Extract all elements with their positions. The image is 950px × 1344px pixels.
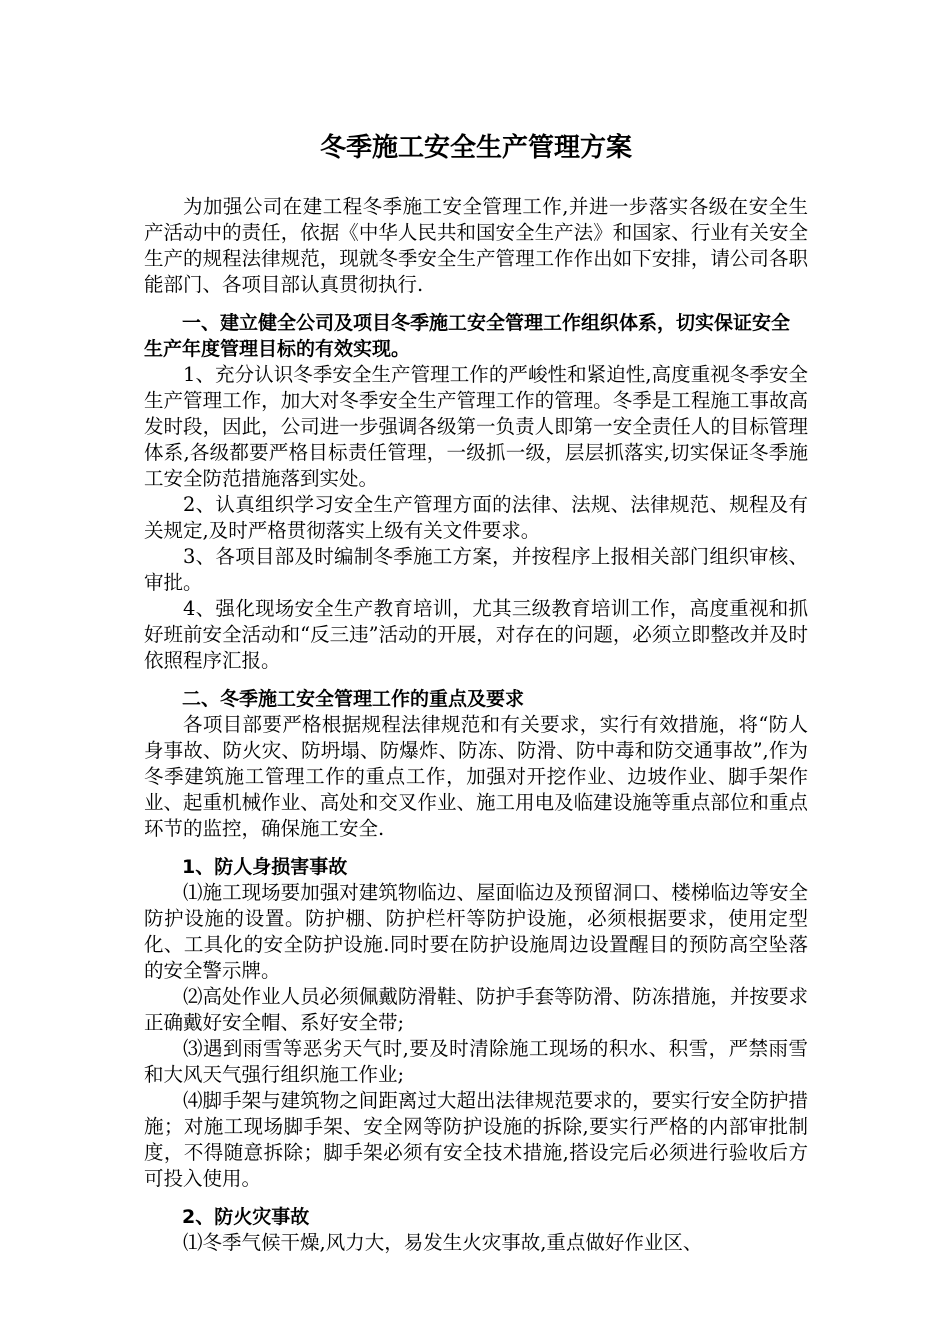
sub2-heading: 2、防火灾事故	[182, 1206, 310, 1228]
section2-heading: 二、冬季施工安全管理工作的重点及要求	[182, 688, 525, 710]
sub1-item-1: ⑴施工现场要加强对建筑物临边、屋面临边及预留洞口、楼梯临边等安全防护设施的设置。防护棚、防护栏杆等防护设施，必须根据要求，使用定型化、工具化的安全防护设施.同时要在防护设施周边设置醒目的预防高空坠落的安全警示牌。	[144, 881, 808, 982]
intro-paragraph: 为加强公司在建工程冬季施工安全管理工作,并进一步落实各级在安全生产活动中的责任，依据《中华人民共和国安全生产法》和国家、行业有关安全生产的规程法律规范，现就冬季安全生产管理工作作出如下安排，请公司各职能部门、各项目部认真贯彻执行.	[144, 195, 808, 296]
section2-body: 各项目部要严格根据规程法律规范和有关要求，实行有效措施，将“防人身事故、防火灾、防坍塌、防爆炸、防冻、防滑、防中毒和防交通事故”,作为冬季建筑施工管理工作的重点工作，加强对开挖作业、边坡作业、脚手架作业、起重机械作业、高处和交叉作业、施工用电及临建设施等重点部位和重点环节的监控，确保施工安全.	[144, 713, 808, 840]
document-title: 冬季施工安全生产管理方案	[319, 133, 632, 163]
sub2-item-1: ⑴冬季气候干燥,风力大，易发生火灾事故,重点做好作业区、	[183, 1231, 703, 1254]
sub1-item-2: ⑵高处作业人员必须佩戴防滑鞋、防护手套等防滑、防冻措施，并按要求正确戴好安全帽、系好安全带;	[144, 985, 808, 1034]
section1-item-4: 4、强化现场安全生产教育培训，尤其三级教育培训工作，高度重视和抓好班前安全活动和“反三违”活动的开展，对存在的问题，必须立即整改并及时依照程序汇报。	[144, 597, 808, 672]
sub1-item-3: ⑶遇到雨雪等恶劣天气时,要及时清除施工现场的积水、积雪，严禁雨雪和大风天气强行组织施工作业;	[144, 1037, 808, 1086]
sub1-item-4: ⑷脚手架与建筑物之间距离过大超出法律规范要求的，要实行安全防护措施；对施工现场脚手架、安全网等防护设施的拆除,要实行严格的内部审批制度，不得随意拆除；脚手架必须有安全技术措施,搭设完后必须进行验收后方可投入使用。	[144, 1089, 808, 1190]
sub1-heading: 1、防人身损害事故	[182, 856, 348, 878]
section1-heading: 一、建立健全公司及项目冬季施工安全管理工作组织体系，切实保证安全生产年度管理目标的有效实现。	[144, 312, 791, 360]
section1-item-1: 1、充分认识冬季安全生产管理工作的严峻性和紧迫性,高度重视冬季安全生产管理工作，加大对冬季安全生产管理工作的管理。冬季是工程施工事故高发时段，因此，公司进一步强调各级第一负责人即第一安全责任人的目标管理体系,各级都要严格目标责任管理，一级抓一级，层层抓落实,切实保证冬季施工安全防范措施落到实处。	[144, 363, 808, 490]
section1-item-3: 3、各项目部及时编制冬季施工方案，并按程序上报相关部门组织审核、审批。	[144, 545, 808, 594]
document-page	[144, 128, 808, 1256]
section1-item-2: 2、认真组织学习安全生产管理方面的法律、法规、法律规范、规程及有关规定,及时严格贯彻落实上级有关文件要求。	[144, 493, 808, 542]
